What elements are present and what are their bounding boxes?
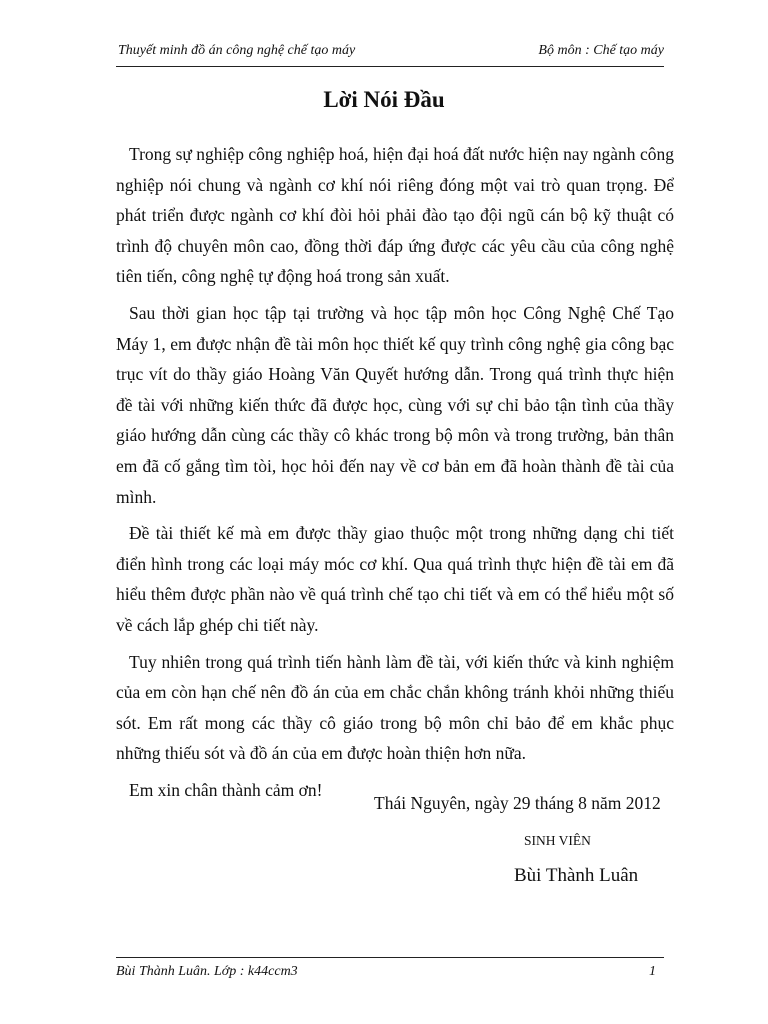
- page-header: [118, 43, 664, 65]
- paragraph-1: Trong sự nghiệp công nghiệp hoá, hiện đại hoá đất nước hiện nay ngành công nghiệp nói chung và ngành cơ khí nói riêng đóng một vai trò quan trọng. Để phát triển được ngành cơ khí đòi hỏi phải đào tạo đội ngũ cán bộ kỹ thuật có trình độ chuyên môn cao, đồng thời đáp ứng được các yêu cầu của công nghệ tiên tiến, công nghệ tự động hoá trong sản xuất.: [116, 144, 674, 287]
- paragraph-4: Tuy nhiên trong quá trình tiến hành làm đề tài, với kiến thức và kinh nghiệm của em còn hạn chế nên đồ án của em chắc chắn không tránh khỏi những thiếu sót. Em rất mong các thầy cô giáo trong bộ môn chỉ bảo để em khắc phục những thiếu sót và đồ án của em được hoàn thiện hơn nữa.: [116, 651, 674, 764]
- page-footer: [116, 964, 664, 986]
- footer-divider: [116, 957, 664, 958]
- signer-role: SINH VIÊN: [524, 833, 591, 848]
- page-number: 1: [649, 964, 656, 979]
- paragraph-5: Em xin chân thành cảm ơn!: [129, 779, 323, 800]
- page-title: Lời Nói Đầu: [323, 87, 445, 112]
- header-department: Bộ môn : Chế tạo máy: [538, 43, 664, 58]
- footer-author: Bùi Thành Luân. Lớp : k44ccm3: [116, 964, 298, 979]
- paragraph-3: Đề tài thiết kế mà em được thầy giao thuộc một trong những dạng chi tiết điển hình trong các loại máy móc cơ khí. Qua quá trình thực hiện đề tài em đã hiểu thêm được phần nào về quá trình chế tạo chi tiết và em có thể hiểu một số về cách lắp ghép chi tiết này.: [116, 523, 674, 635]
- signer-name: Bùi Thành Luân: [514, 865, 639, 886]
- date-line: Thái Nguyên, ngày 29 tháng 8 năm 2012: [374, 793, 661, 813]
- paragraph-2: Sau thời gian học tập tại trường và học tập môn học Công Nghệ Chế Tạo Máy 1, em được nhận đề tài môn học thiết kế quy trình công nghệ gia công bạc trục vít do thầy giáo Hoàng Văn Quyết hướng dẫn. Trong quá trình thực hiện đề tài với những kiến thức đã được học, cùng với sự chỉ bảo tận tình của thầy giáo hướng dẫn cùng các thầy cô khác trong bộ môn và trong trường, bản thân em đã cố gắng tìm tòi, học hỏi đến nay về cơ bản em đã hoàn thành đề tài của mình.: [116, 302, 674, 507]
- header-document-title: Thuyết minh đồ án công nghệ chế tạo máy: [118, 43, 356, 58]
- header-divider: [116, 66, 664, 67]
- preface-body: [116, 139, 674, 811]
